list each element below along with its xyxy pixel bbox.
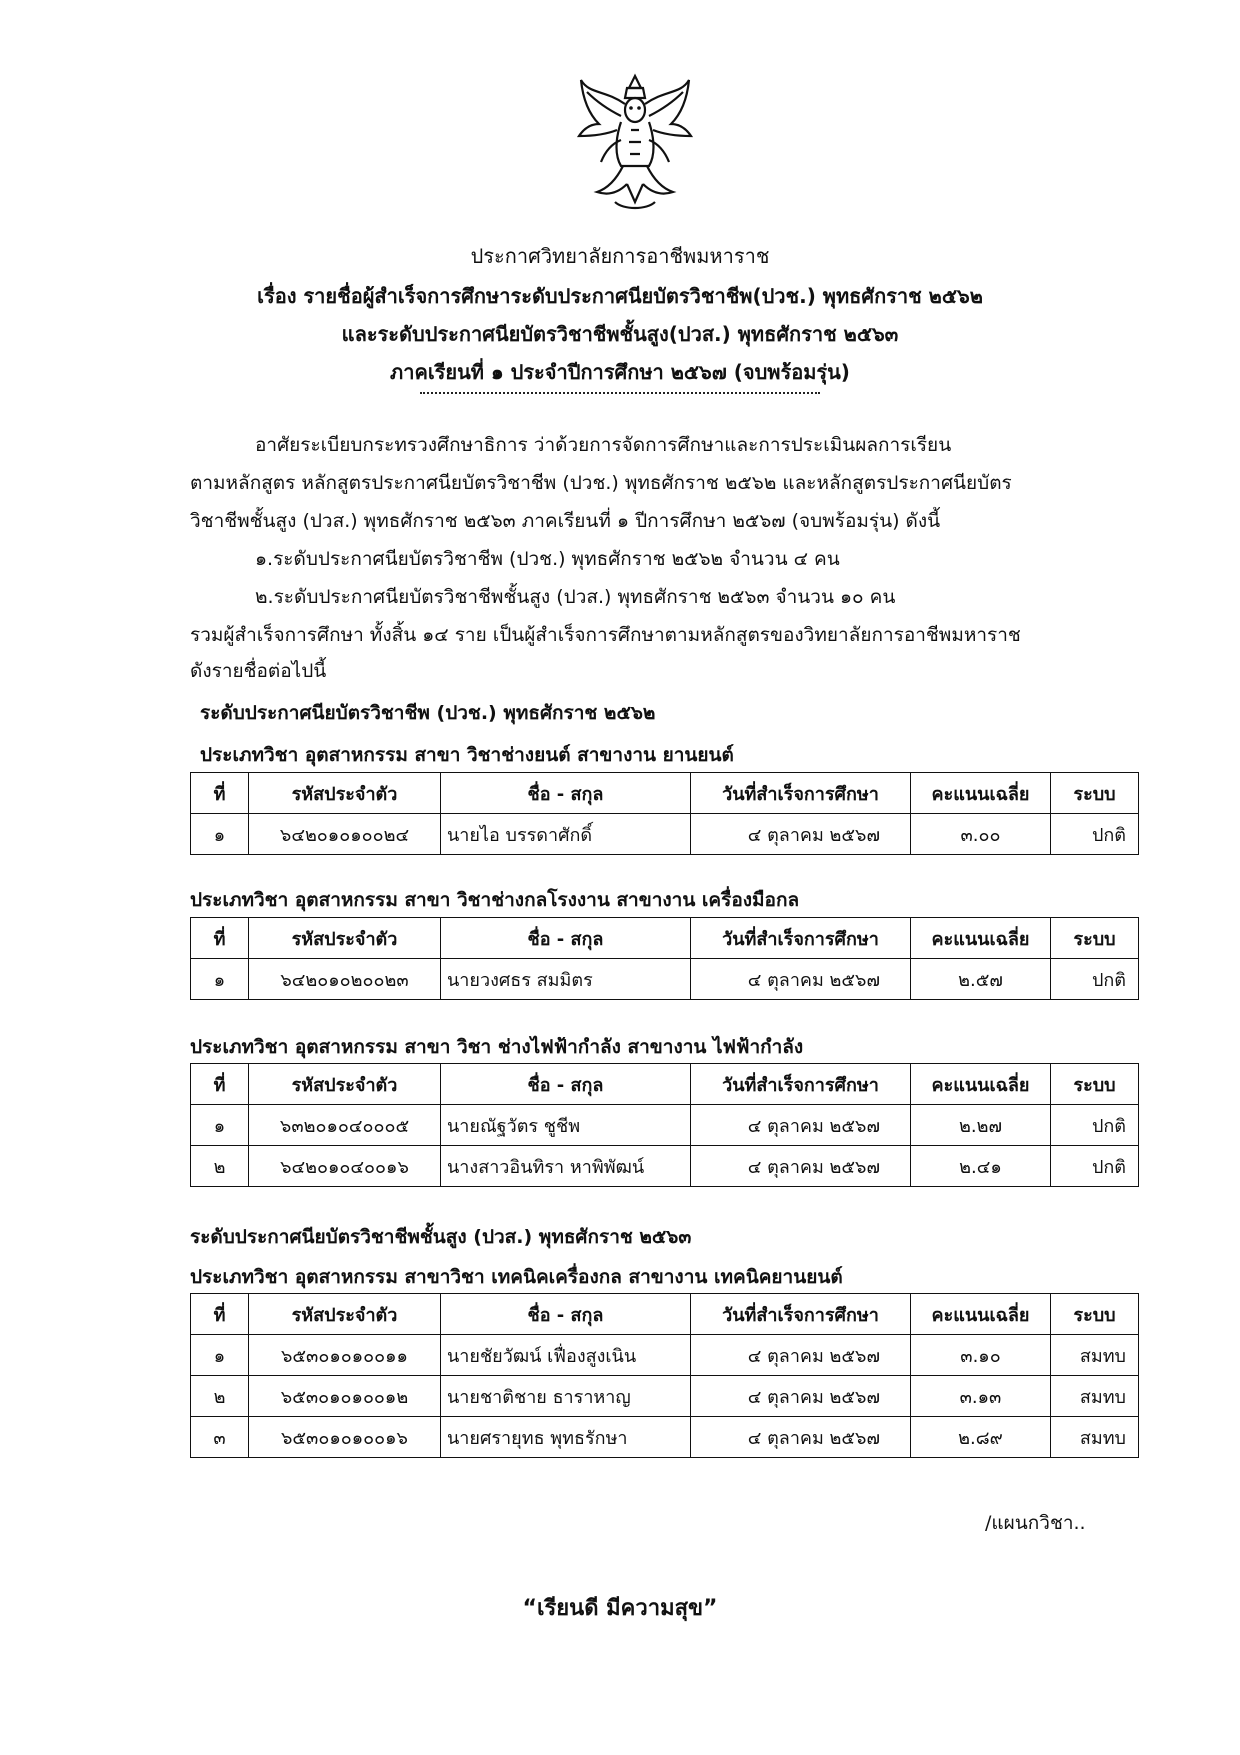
announcement-org: ประกาศวิทยาลัยการอาชีพมหาราช	[470, 244, 770, 268]
graduates-table	[190, 1293, 1139, 1458]
cell-no: ๓	[191, 1417, 249, 1458]
table-row	[191, 1417, 1139, 1458]
table-row	[191, 1105, 1139, 1146]
table-row	[191, 1376, 1139, 1417]
col-gpa: คะแนนเฉลี่ย	[911, 773, 1051, 814]
table-header-row	[191, 1064, 1139, 1105]
cell-system: ปกติ	[1051, 1105, 1139, 1146]
body-line-4: รวมผู้สำเร็จการศึกษา ทั้งสิ้น ๑๔ ราย เป็นผู้สำเร็จการศึกษาตามหลักสูตรของวิทยาลัยการอาชีพมหาราช	[190, 624, 1021, 646]
table-header-row	[191, 773, 1139, 814]
table-row	[191, 959, 1139, 1000]
cell-system: สมทบ	[1051, 1376, 1139, 1417]
col-gpa: คะแนนเฉลี่ย	[911, 1294, 1051, 1335]
graduates-table	[190, 917, 1139, 1000]
cell-student-id: ๖๕๓๐๑๐๑๐๐๑๑	[249, 1335, 441, 1376]
cell-date: ๔ ตุลาคม ๒๕๖๗	[691, 1105, 911, 1146]
cell-gpa: ๓.๑๓	[911, 1376, 1051, 1417]
col-no: ที่	[191, 1294, 249, 1335]
cell-name: นางสาวอินทิรา หาพิพัฒน์	[441, 1146, 691, 1187]
col-name: ชื่อ - สกุล	[441, 1294, 691, 1335]
table-header-row	[191, 1294, 1139, 1335]
col-graduation-date: วันที่สำเร็จการศึกษา	[691, 773, 911, 814]
garuda-emblem-icon	[575, 70, 695, 220]
motto: “เรียนดี มีความสุข”	[522, 1596, 718, 1621]
body-line-1: อาศัยระเบียบกระทรวงศึกษาธิการ ว่าด้วยการจัดการศึกษาและการประเมินผลการเรียน	[255, 434, 952, 456]
cell-date: ๔ ตุลาคม ๒๕๖๗	[691, 959, 911, 1000]
cell-no: ๑	[191, 959, 249, 1000]
cell-gpa: ๓.๐๐	[911, 814, 1051, 855]
cell-student-id: ๖๔๒๐๑๐๔๐๐๑๖	[249, 1146, 441, 1187]
col-student-id: รหัสประจำตัว	[249, 918, 441, 959]
table-row	[191, 1335, 1139, 1376]
cell-student-id: ๖๕๓๐๑๐๑๐๐๑๖	[249, 1417, 441, 1458]
col-student-id: รหัสประจำตัว	[249, 1064, 441, 1105]
col-name: ชื่อ - สกุล	[441, 918, 691, 959]
cell-name: นายวงศธร สมมิตร	[441, 959, 691, 1000]
level-title-vocational: ระดับประกาศนียบัตรวิชาชีพ (ปวช.) พุทธศักราช ๒๕๖๒	[200, 702, 656, 724]
cell-system: สมทบ	[1051, 1335, 1139, 1376]
cell-date: ๔ ตุลาคม ๒๕๖๗	[691, 1376, 911, 1417]
cell-no: ๑	[191, 1335, 249, 1376]
col-student-id: รหัสประจำตัว	[249, 1294, 441, 1335]
cell-gpa: ๓.๑๐	[911, 1335, 1051, 1376]
cell-name: นายศรายุทธ พุทธรักษา	[441, 1417, 691, 1458]
cell-date: ๔ ตุลาคม ๒๕๖๗	[691, 1417, 911, 1458]
cell-student-id: ๖๔๒๐๑๐๑๐๐๒๔	[249, 814, 441, 855]
col-no: ที่	[191, 1064, 249, 1105]
continued-note: /แผนกวิชา..	[985, 1512, 1086, 1534]
cell-name: นายชาติชาย ธาราหาญ	[441, 1376, 691, 1417]
col-gpa: คะแนนเฉลี่ย	[911, 1064, 1051, 1105]
cell-name: นายชัยวัฒน์ เฟื่องสูงเนิน	[441, 1335, 691, 1376]
col-name: ชื่อ - สกุล	[441, 1064, 691, 1105]
cell-no: ๑	[191, 814, 249, 855]
col-graduation-date: วันที่สำเร็จการศึกษา	[691, 1064, 911, 1105]
cell-gpa: ๒.๒๗	[911, 1105, 1051, 1146]
cell-name: นายณัฐวัตร ชูชีพ	[441, 1105, 691, 1146]
body-item-1: ๑.ระดับประกาศนียบัตรวิชาชีพ (ปวช.) พุทธศักราช ๒๕๖๒ จำนวน ๔ คน	[255, 548, 840, 570]
body-item-2: ๒.ระดับประกาศนียบัตรวิชาชีพชั้นสูง (ปวส.) พุทธศักราช ๒๕๖๓ จำนวน ๑๐ คน	[255, 586, 896, 608]
cell-system: สมทบ	[1051, 1417, 1139, 1458]
table-row	[191, 1146, 1139, 1187]
graduates-table	[190, 1063, 1139, 1187]
section-title: ประเภทวิชา อุตสาหกรรม สาขาวิชา เทคนิคเครื่องกล สาขางาน เทคนิคยานยนต์	[190, 1266, 843, 1288]
col-no: ที่	[191, 773, 249, 814]
section-title: ประเภทวิชา อุตสาหกรรม สาขา วิชา ช่างไฟฟ้ากำลัง สาขางาน ไฟฟ้ากำลัง	[190, 1036, 804, 1058]
cell-student-id: ๖๓๒๐๑๐๔๐๐๐๕	[249, 1105, 441, 1146]
section-title: ประเภทวิชา อุตสาหกรรม สาขา วิชาช่างกลโรงงาน สาขางาน เครื่องมือกล	[190, 889, 800, 911]
cell-system: ปกติ	[1051, 959, 1139, 1000]
col-student-id: รหัสประจำตัว	[249, 773, 441, 814]
table-header-row	[191, 918, 1139, 959]
body-line-3: วิชาชีพชั้นสูง (ปวส.) พุทธศักราช ๒๕๖๓ ภาคเรียนที่ ๑ ปีการศึกษา ๒๕๖๗ (จบพร้อมรุ่น) ดังนี้	[190, 510, 941, 532]
col-system: ระบบ	[1051, 1294, 1139, 1335]
level-title-higher-vocational: ระดับประกาศนียบัตรวิชาชีพชั้นสูง (ปวส.) พุทธศักราช ๒๕๖๓	[190, 1226, 692, 1248]
cell-student-id: ๖๔๒๐๑๐๒๐๐๒๓	[249, 959, 441, 1000]
announcement-subject-line2: และระดับประกาศนียบัตรวิชาชีพชั้นสูง(ปวส.) พุทธศักราช ๒๕๖๓	[341, 322, 899, 346]
table-row	[191, 814, 1139, 855]
cell-date: ๔ ตุลาคม ๒๕๖๗	[691, 1335, 911, 1376]
cell-gpa: ๒.๘๙	[911, 1417, 1051, 1458]
cell-system: ปกติ	[1051, 814, 1139, 855]
cell-gpa: ๒.๕๗	[911, 959, 1051, 1000]
col-graduation-date: วันที่สำเร็จการศึกษา	[691, 918, 911, 959]
cell-no: ๑	[191, 1105, 249, 1146]
cell-system: ปกติ	[1051, 1146, 1139, 1187]
cell-no: ๒	[191, 1146, 249, 1187]
col-gpa: คะแนนเฉลี่ย	[911, 918, 1051, 959]
body-line-2: ตามหลักสูตร หลักสูตรประกาศนียบัตรวิชาชีพ (ปวช.) พุทธศักราช ๒๕๖๒ และหลักสูตรประกาศนียบัตร	[190, 472, 1012, 494]
col-system: ระบบ	[1051, 1064, 1139, 1105]
graduates-table	[190, 772, 1139, 855]
cell-name: นายไอ บรรดาศักดิ์	[441, 814, 691, 855]
col-system: ระบบ	[1051, 918, 1139, 959]
col-graduation-date: วันที่สำเร็จการศึกษา	[691, 1294, 911, 1335]
cell-student-id: ๖๕๓๐๑๐๑๐๐๑๒	[249, 1376, 441, 1417]
col-system: ระบบ	[1051, 773, 1139, 814]
col-no: ที่	[191, 918, 249, 959]
announcement-subject-line3: ภาคเรียนที่ ๑ ประจำปีการศึกษา ๒๕๖๗ (จบพร้อมรุ่น)	[390, 360, 850, 384]
section-title: ประเภทวิชา อุตสาหกรรม สาขา วิชาช่างยนต์ สาขางาน ยานยนต์	[200, 744, 734, 766]
cell-date: ๔ ตุลาคม ๒๕๖๗	[691, 1146, 911, 1187]
announcement-subject: เรื่อง รายชื่อผู้สำเร็จการศึกษาระดับประกาศนียบัตรวิชาชีพ(ปวช.) พุทธศักราช ๒๕๖๒	[257, 284, 983, 308]
body-line-5: ดังรายชื่อต่อไปนี้	[190, 660, 327, 682]
cell-no: ๒	[191, 1376, 249, 1417]
cell-date: ๔ ตุลาคม ๒๕๖๗	[691, 814, 911, 855]
col-name: ชื่อ - สกุล	[441, 773, 691, 814]
cell-gpa: ๒.๔๑	[911, 1146, 1051, 1187]
dotted-divider	[420, 392, 820, 394]
